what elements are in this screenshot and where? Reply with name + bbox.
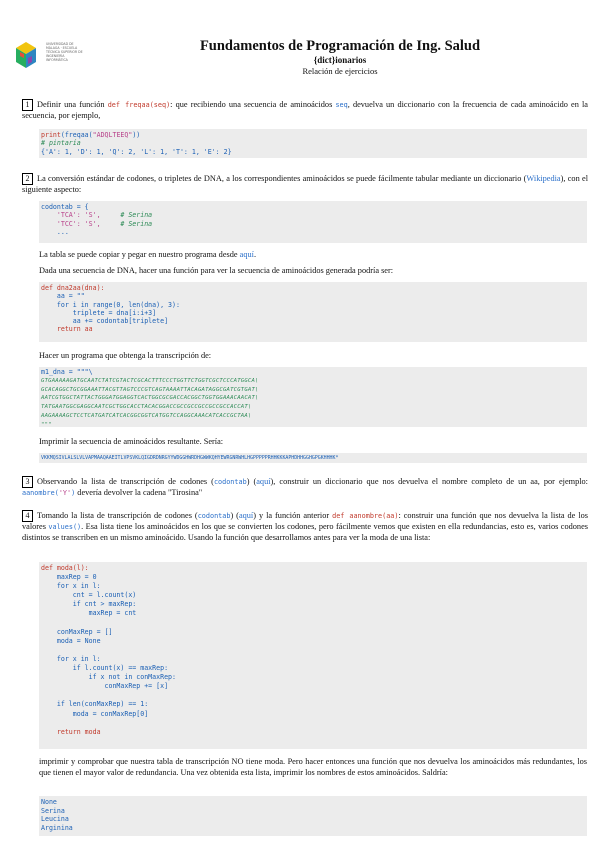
aqui-link[interactable]: aquí	[239, 250, 254, 259]
code-block-dna2aa: def dna2aa(dna): aa = "" for i in range(0, len(dna), 3): triplete = dna[i:i+3] aa += codontab[triplete] return aa	[39, 282, 587, 342]
exercise-number: 4	[22, 510, 33, 522]
exercise-number: 3	[22, 476, 33, 488]
paragraph-transcription: Hacer un programa que obtenga la transcripción de:	[39, 351, 212, 360]
code-block-output-names: None Serina Leucina Arginina	[39, 796, 587, 836]
paragraph-print-result: Imprimir la secuencia de aminoácidos resultante. Sería:	[39, 437, 224, 446]
aqui-link[interactable]: aquí	[238, 511, 254, 520]
paragraph-copy-table: La tabla se puede copiar y pegar en nuestro programa desde aquí.	[39, 250, 257, 259]
exercise-2: 2 La conversión estándar de codones, o tripletes de DNA, a los correspondientes aminoácidos se puede fácilmente tabular mediante un diccionario (Wikipedia), con el siguiente aspecto:	[22, 174, 588, 194]
aqui-link[interactable]: aquí	[256, 477, 271, 486]
exercise-3: 3 Observando la lista de transcripción de codones (codontab) (aquí), construir un diccionario que nos devuelva el nombre completo de un aa, por ejemplo: aanombre('Y') devería devolver la cadena "Tirosina"	[22, 477, 588, 497]
paragraph-dna-function: Dada una secuencia de DNA, hacer una función para ver la secuencia de aminoácidos generada podría ser:	[39, 266, 394, 275]
document-subtitle: {dict}ionarios	[313, 55, 367, 65]
document-subtitle-2: Relación de ejercicios	[302, 66, 378, 76]
document-title: Fundamentos de Programación de Ing. Salud	[199, 38, 481, 54]
code-block-codontab: codontab = { 'TCA': 'S', # Serina 'TCC': 'S', # Serina ...	[39, 201, 587, 243]
exercise-number: 2	[22, 173, 33, 185]
code-block-example-1: print(freqaa("ADQLTEEQ")) # pintaría {'A': 1, 'D': 1, 'Q': 2, 'L': 1, 'T': 1, 'E': 2}	[39, 129, 587, 158]
wikipedia-link[interactable]: Wikipedia	[526, 174, 561, 183]
protein-sequence-output: VKKMQSIVLALSLVLVAPMAAQAAEITLVPSVKLQIGDRDNRGYYWDGGHWRDHGWWKQHYEWRGNRWHLHGPPPPPRHHKKKAPHDHHGGHGPGKHHHK*	[39, 453, 587, 463]
exercise-number: 1	[22, 99, 33, 111]
logo-caption: UNIVERSIDAD DE MÁLAGA · ESCUELA TÉCNICA SUPERIOR DE INGENIERÍA INFORMÁTICA	[46, 42, 83, 63]
exercise-4: 4 Tomando la lista de transcripción de codones (codontab) (aquí) y la función anterior def aanombre(aa): construir una función que nos devuelva la lista de los valores values(). Esa lista tiene los aminoácidos en los que se convierten los codones, pero fácilmente vemos que existen en ella redundancias, esto es, varios codones distintos se transcriben en un mismo aminoácido. Usando la función que desarrollamos antes para ver la moda de una lista:	[22, 511, 589, 542]
exercise-1: 1 Definir una función def freqaa(seq): que recibiendo una secuencia de aminoácidos seq, devuelva un diccionario con la frecuencia de cada aminoácido en la secuencia, por ejemplo,	[22, 100, 588, 120]
code-block-dna-sequence: m1_dna = """\ GTGAAAAAGATGCAATCTATCGTACTCGCACTTTCCCTGGTTCTGGTCGCTCCCATGGCA\ GCACAGGCTGCGGAAATTACGTTAGTCCCGTCAGTAAAATTACAGATAGGCGATCGTGAT\ AATCGTGGCTATTACTGGGATGGAGGTCACTGGCGCGACCACGGCTGGTGGAAACAACAT\ TATGAATGGCGAGGCAATCGCTGGCACCTACACGGACCGCCGCCGCCGCCGCCACCAT\ AAGAAAAGCTCCTCATGATCATCACGGCGGTCATGGTCCAGGCAAACATCACCGCTAA\ """	[39, 367, 587, 427]
paragraph-redundancy: imprimir y comprobar que nuestra tabla de transcripción NO tiene moda. Pero hacer entonces una función que nos devuelva los aminoácidos más redundantes, los que tienen el mayor valor de redundancia. Una vez obtenida esta lista, imprimir los nombres de estos aminoácidos. Saldría:	[39, 757, 587, 777]
code-block-moda: def moda(l): maxRep = 0 for x in l: cnt = l.count(x) if cnt > maxRep: maxRep = cnt conMaxRep = [] moda = None for x in l: if l.count(x) == maxRep: if x not in conMaxRep: conMaxRep += [x] if len(conMaxRep) == 1: moda = conMaxRep[0] return moda	[39, 562, 587, 749]
